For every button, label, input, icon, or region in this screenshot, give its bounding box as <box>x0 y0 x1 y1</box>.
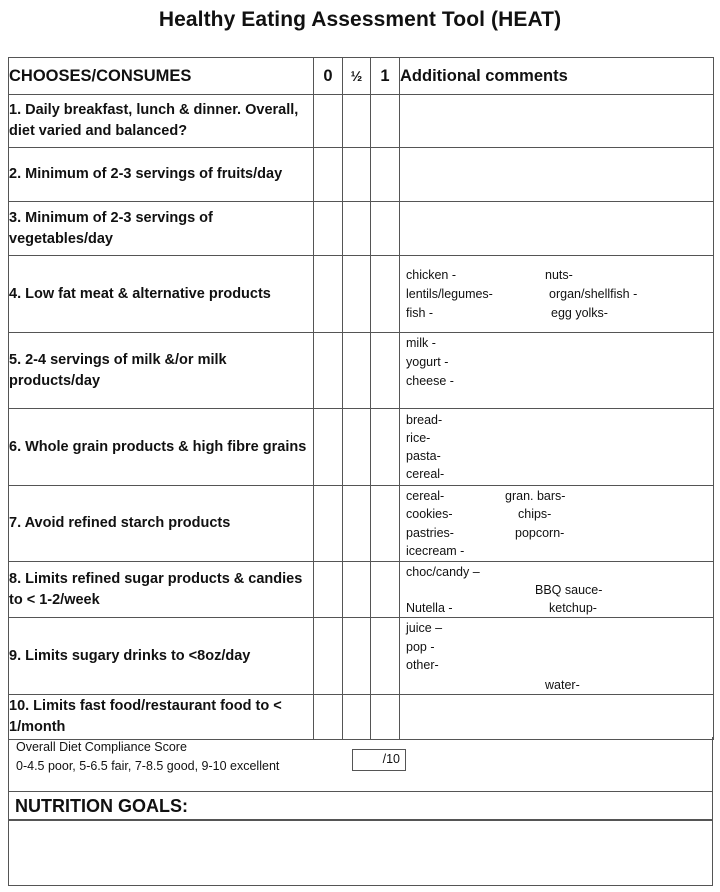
score-cell-1[interactable] <box>371 333 400 409</box>
comments-cell[interactable] <box>400 486 714 562</box>
row-label: 10. Limits fast food/restaurant food to < 1/month <box>9 695 314 740</box>
comments-cell[interactable] <box>400 695 714 740</box>
score-cell-half[interactable] <box>343 256 371 333</box>
comment-pasta: pasta- <box>406 449 441 463</box>
table-row <box>9 409 714 486</box>
comment-cereal: cereal- <box>406 489 445 503</box>
comment-pastries: pastries- <box>406 526 454 540</box>
score-cell-0[interactable] <box>314 618 343 695</box>
score-cell-half[interactable] <box>343 409 371 486</box>
score-cell-1[interactable] <box>371 695 400 740</box>
score-cell-1[interactable] <box>371 256 400 333</box>
comment-chips: chips- <box>518 507 552 521</box>
comment-nutella: Nutella - <box>406 601 453 615</box>
comment-gran-bars: gran. bars- <box>505 489 566 503</box>
score-cell-0[interactable] <box>314 95 343 148</box>
comment-pop: pop - <box>406 640 435 654</box>
table-row <box>9 562 714 618</box>
row-label: 3. Minimum of 2-3 servings of vegetables/day <box>9 202 314 256</box>
header-score-1: 1 <box>371 58 400 95</box>
comments-cell[interactable] <box>400 562 714 618</box>
comment-cookies: cookies- <box>406 507 453 521</box>
comment-choc-candy: choc/candy – <box>406 565 480 579</box>
comment-lentils: lentils/legumes- <box>406 287 493 301</box>
row-label: 5. 2-4 servings of milk &/or milk products/day <box>9 333 314 409</box>
score-cell-0[interactable] <box>314 486 343 562</box>
score-cell-0[interactable] <box>314 562 343 618</box>
score-scale: 0-4.5 poor, 5-6.5 fair, 7-8.5 good, 9-10 excellent <box>16 759 280 773</box>
comment-organ-shellfish: organ/shellfish - <box>549 287 638 301</box>
score-cell-0[interactable] <box>314 148 343 202</box>
comment-other: other- <box>406 658 439 672</box>
table-row <box>9 202 714 256</box>
row-label: 2. Minimum of 2-3 servings of fruits/day <box>9 148 314 202</box>
comment-icecream: icecream - <box>406 544 465 558</box>
table-row <box>9 333 714 409</box>
compliance-score-section <box>8 737 713 791</box>
row-label: 8. Limits refined sugar products & candies to < 1-2/week <box>9 562 314 618</box>
header-score-half: ½ <box>343 58 371 95</box>
score-cell-half[interactable] <box>343 333 371 409</box>
comment-ketchup: ketchup- <box>549 601 597 615</box>
comment-popcorn: popcorn- <box>515 526 565 540</box>
table-row <box>9 618 714 695</box>
comments-cell[interactable] <box>400 202 714 256</box>
score-cell-half[interactable] <box>343 486 371 562</box>
comment-water: water- <box>545 678 580 692</box>
comment-bread: bread- <box>406 413 443 427</box>
score-cell-half[interactable] <box>343 562 371 618</box>
score-cell-1[interactable] <box>371 148 400 202</box>
comment-cheese: cheese - <box>406 374 454 388</box>
heat-table <box>8 57 714 740</box>
comments-cell[interactable] <box>400 256 714 333</box>
row-label: 4. Low fat meat & alternative products <box>9 256 314 333</box>
score-cell-1[interactable] <box>371 486 400 562</box>
comments-cell[interactable] <box>400 618 714 695</box>
nutrition-goals-field[interactable] <box>8 819 713 886</box>
score-cell-half[interactable] <box>343 618 371 695</box>
score-cell-1[interactable] <box>371 202 400 256</box>
comment-egg-yolks: egg yolks- <box>551 306 608 320</box>
comment-milk: milk - <box>406 336 436 350</box>
row-label: 1. Daily breakfast, lunch & dinner. Overall, diet varied and balanced? <box>9 95 314 148</box>
score-cell-half[interactable] <box>343 202 371 256</box>
table-row <box>9 95 714 148</box>
score-cell-1[interactable] <box>371 562 400 618</box>
comment-cereal: cereal- <box>406 467 445 481</box>
header-score-0: 0 <box>314 58 343 95</box>
comment-nuts: nuts- <box>545 268 573 282</box>
row-label: 7. Avoid refined starch products <box>9 486 314 562</box>
comments-cell[interactable] <box>400 333 714 409</box>
comments-cell[interactable] <box>400 409 714 486</box>
header-comments: Additional comments <box>400 58 714 95</box>
table-row <box>9 256 714 333</box>
score-input-box[interactable]: /10 <box>352 749 406 771</box>
score-cell-1[interactable] <box>371 618 400 695</box>
comment-yogurt: yogurt - <box>406 355 449 369</box>
score-cell-1[interactable] <box>371 409 400 486</box>
score-cell-0[interactable] <box>314 202 343 256</box>
table-row <box>9 695 714 740</box>
comment-fish: fish - <box>406 306 434 320</box>
row-label: 9. Limits sugary drinks to <8oz/day <box>9 618 314 695</box>
nutrition-goals-heading: NUTRITION GOALS: <box>8 791 713 821</box>
score-title: Overall Diet Compliance Score <box>16 740 187 754</box>
score-cell-0[interactable] <box>314 256 343 333</box>
comments-cell[interactable] <box>400 95 714 148</box>
score-cell-0[interactable] <box>314 695 343 740</box>
score-cell-0[interactable] <box>314 409 343 486</box>
score-cell-half[interactable] <box>343 148 371 202</box>
comment-bbq-sauce: BBQ sauce- <box>535 583 603 597</box>
header-row <box>9 58 714 95</box>
page-title: Healthy Eating Assessment Tool (HEAT) <box>158 8 562 31</box>
row-label: 6. Whole grain products & high fibre grains <box>9 409 314 486</box>
table-row <box>9 486 714 562</box>
comments-cell[interactable] <box>400 148 714 202</box>
table-row <box>9 148 714 202</box>
score-cell-half[interactable] <box>343 95 371 148</box>
score-cell-0[interactable] <box>314 333 343 409</box>
score-cell-half[interactable] <box>343 695 371 740</box>
comment-chicken: chicken - <box>406 268 457 282</box>
score-cell-1[interactable] <box>371 95 400 148</box>
comment-rice: rice- <box>406 431 431 445</box>
comment-juice: juice – <box>406 621 443 635</box>
header-item: CHOOSES/CONSUMES <box>9 58 314 95</box>
